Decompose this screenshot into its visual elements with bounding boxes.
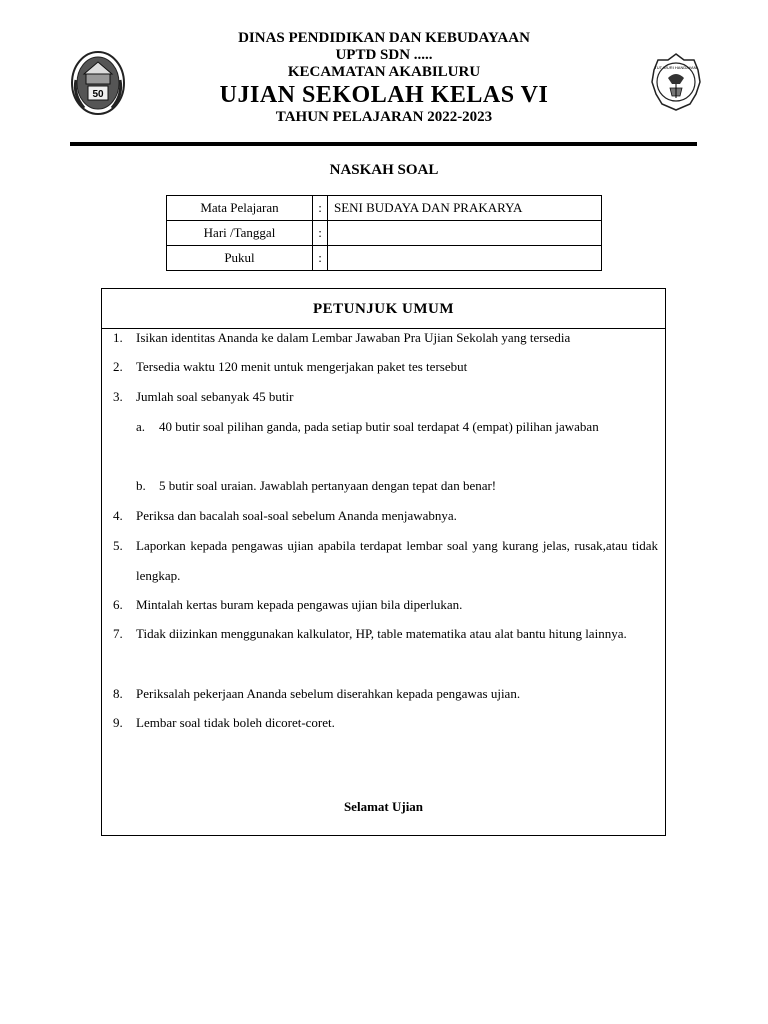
item-number: 6. [113,597,123,612]
list-item: Tidak diizinkan menggunakan kalkulator, HP, table matematika atau alat bantu hitung lainnya. [136,626,627,641]
info-value [328,246,602,271]
list-item: Tersedia waktu 120 menit untuk mengerjakan paket tes tersebut [136,359,468,374]
header-district: KECAMATAN AKABILURU [287,64,481,80]
info-colon: : [313,196,328,221]
item-number: a. [136,419,146,434]
info-label: Hari /Tanggal [167,221,313,246]
page-title: NASKAH SOAL [329,162,439,178]
emblem-motto: TUT WURI HANDAYANI [654,65,698,70]
list-item: Isikan identitas Ananda ke dalam Lembar Jawaban Pra Ujian Sekolah yang tersedia [136,330,571,345]
list-item: 40 butir soal pilihan ganda, pada setiap butir soal terdapat 4 (empat) pilihan jawaban [159,419,599,434]
info-colon: : [313,221,328,246]
info-colon: : [313,246,328,271]
list-item: Periksa dan bacalah soal-soal sebelum Ananda menjawabnya. [136,508,457,523]
table-row [167,221,602,246]
emblem-badge: 50 [92,89,104,100]
list-item: Jumlah soal sebanyak 45 butir [136,389,294,404]
header-divider [70,142,697,146]
header-exam-title: UJIAN SEKOLAH KELAS VI [219,82,549,108]
item-number: 7. [113,626,123,641]
item-number: 8. [113,686,123,701]
table-row [167,196,602,221]
item-number: 3. [113,389,123,404]
item-number: 1. [113,330,123,345]
list-item: Lembar soal tidak boleh dicoret-coret. [136,715,335,730]
item-number: 5. [113,538,123,553]
header-academic-year: TAHUN PELAJARAN 2022-2023 [275,109,493,125]
table-row [167,246,602,271]
item-number: 2. [113,359,123,374]
instructions-box [101,288,666,836]
list-item: Mintalah kertas buram kepada pengawas ujian bila diperlukan. [136,597,463,612]
instructions-heading: PETUNJUK UMUM [102,289,665,329]
info-value [328,221,602,246]
header-school: UPTD SDN ..... [335,47,433,63]
list-item: 5 butir soal uraian. Jawablah pertanyaan dengan tepat dan benar! [159,478,497,493]
exam-info-table [166,195,602,271]
list-item: Laporkan kepada pengawas ujian apabila terdapat lembar soal yang kurang jelas, rusak,atau tidak lengkap. [136,538,658,583]
list-item: Periksalah pekerjaan Ananda sebelum diserahkan kepada pengawas ujian. [136,686,521,701]
item-number: 4. [113,508,123,523]
info-label: Pukul [167,246,313,271]
item-number: b. [136,478,146,493]
info-value: SENI BUDAYA DAN PRAKARYA [328,196,602,221]
item-number: 9. [113,715,123,730]
closing-text: Selamat Ujian [343,799,424,814]
info-label: Mata Pelajaran [167,196,313,221]
header-agency: DINAS PENDIDIKAN DAN KEBUDAYAAN [238,30,530,46]
